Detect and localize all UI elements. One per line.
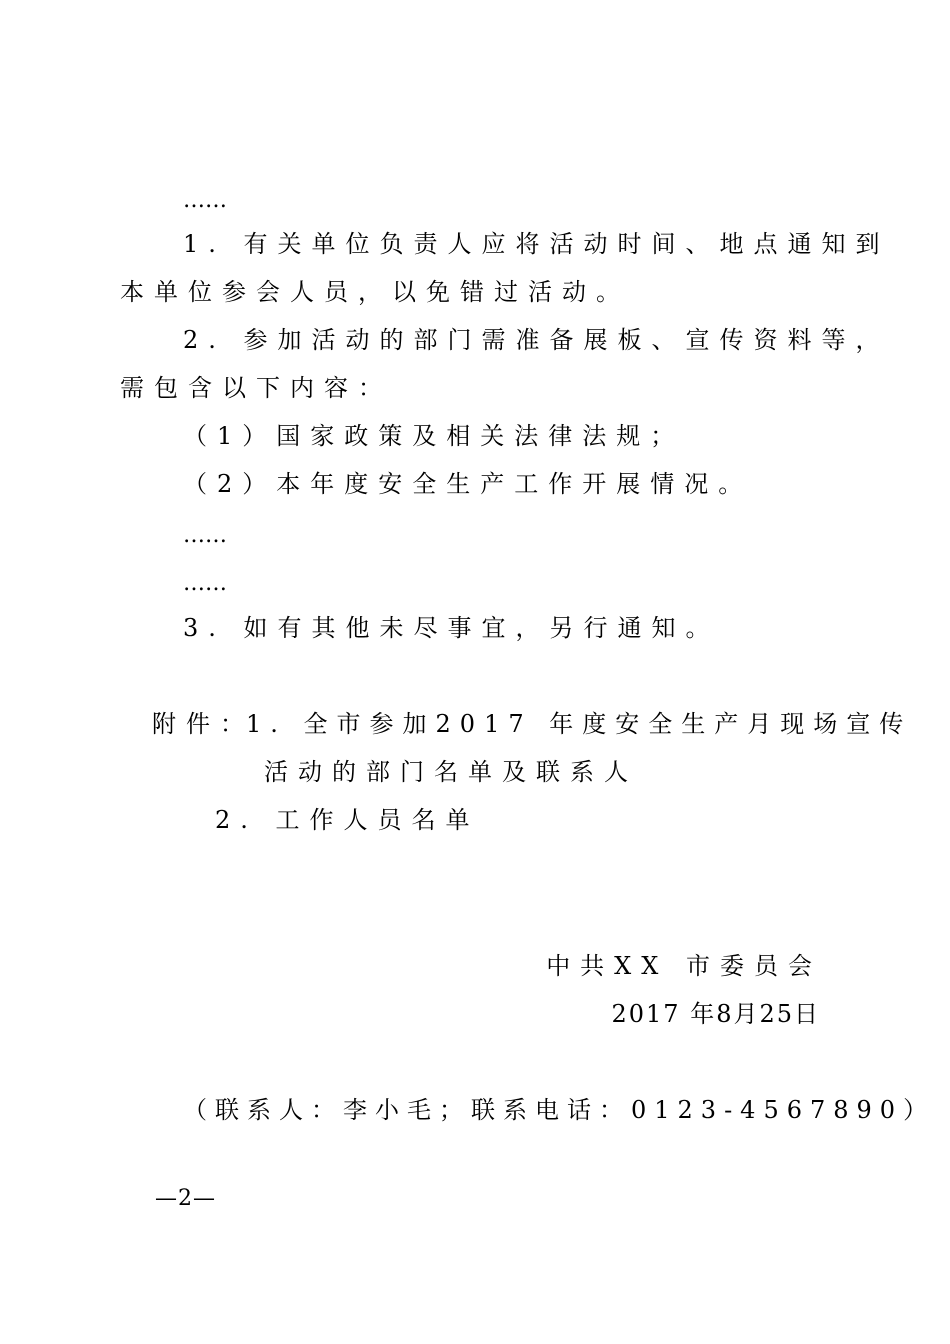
sub-item-1: （1）国家政策及相关法律法规； xyxy=(183,422,685,450)
signature-organization: 中共XX 市委员会 xyxy=(546,952,822,980)
attachment-1-line-1: 1. 全市参加2017 年度安全生产月现场宣传 xyxy=(246,710,913,738)
ellipsis-line: …… xyxy=(183,523,227,548)
item-2-line-2: 需包含以下内容： xyxy=(120,374,392,402)
ellipsis-line: …… xyxy=(183,571,227,596)
item-1-line-2: 本单位参会人员，以免错过活动。 xyxy=(120,278,630,306)
ellipsis-line: …… xyxy=(183,188,227,213)
item-1-line-1: 1. 有关单位负责人应将活动时间、地点通知到 xyxy=(183,230,890,258)
item-2-line-1: 2. 参加活动的部门需准备展板、宣传资料等， xyxy=(183,326,890,354)
signature-date: 2017 年8月25日 xyxy=(611,1000,820,1028)
sub-item-2: （2）本年度安全生产工作开展情况。 xyxy=(183,470,753,498)
attachments-label: 附件： xyxy=(152,710,254,738)
attachment-2: 2. 工作人员名单 xyxy=(215,806,480,834)
contact-line: （联系人：李小毛；联系电话：0123-4567890） xyxy=(183,1096,936,1124)
page-number: —2— xyxy=(155,1186,216,1211)
item-3: 3. 如有其他未尽事宜，另行通知。 xyxy=(183,614,720,642)
attachment-1-line-2: 活动的部门名单及联系人 xyxy=(264,758,638,786)
